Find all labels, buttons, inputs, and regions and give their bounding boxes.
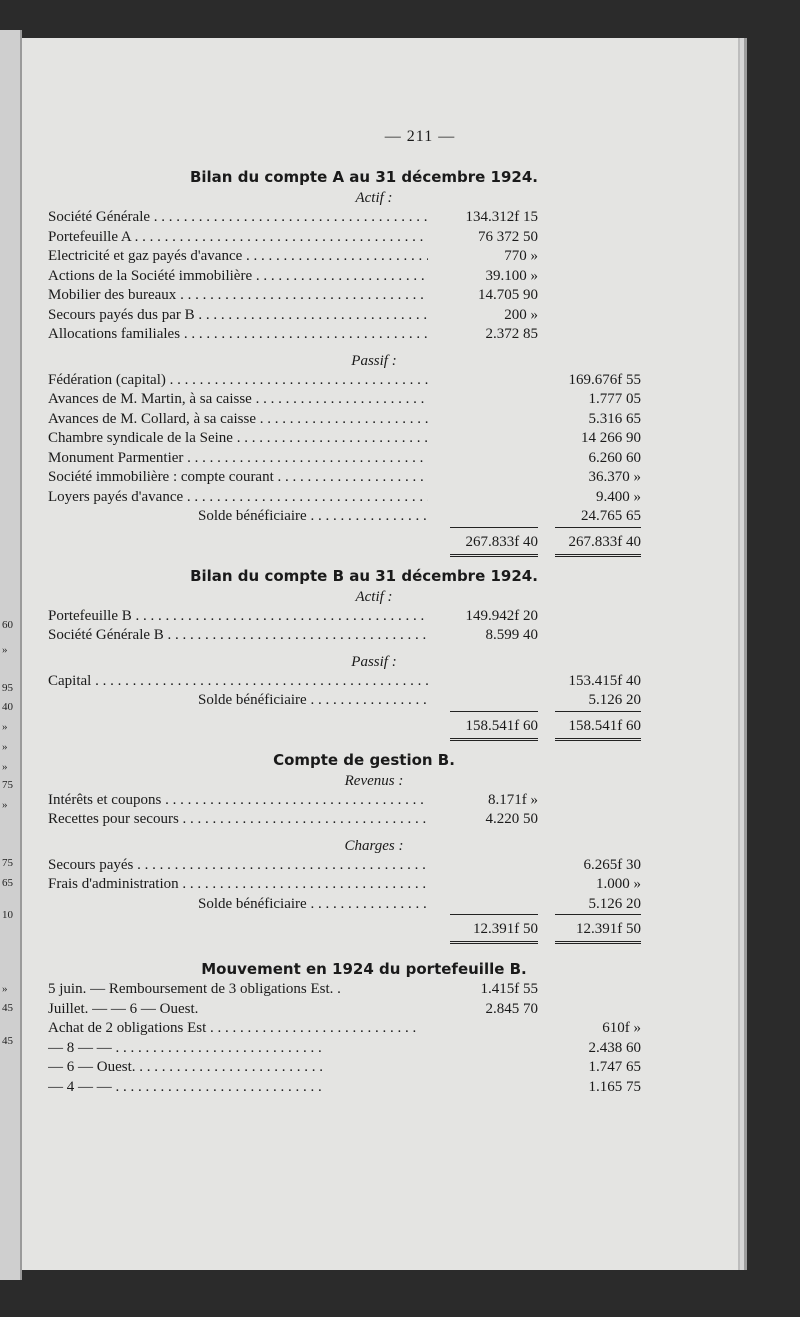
row-value-right: 1.777 05 xyxy=(588,391,641,407)
section-c-charges-list xyxy=(48,856,641,895)
row-value-right: 36.370 » xyxy=(588,469,641,485)
ledger-row xyxy=(48,1000,620,1020)
row-label: Avances de M. Collard, à sa caisse . . . xyxy=(48,410,428,430)
row-label: — 8 — — . . . . . . . . . . . . . . . . . . . . . . . . . . . . xyxy=(48,1039,322,1056)
row-value-left: 149.942f 20 xyxy=(465,607,538,624)
section-b-actif-label: Actif : xyxy=(355,588,393,605)
section-d-movement-list xyxy=(48,980,641,1097)
ledger-row xyxy=(48,672,641,692)
ledger-row xyxy=(48,228,620,248)
row-value-left: 8.599 40 xyxy=(485,627,538,643)
row-label: Achat de 2 obligations Est . . . . . . . . . . . . . . . . . . . . . . . . . . . . xyxy=(48,1020,417,1036)
row-label: Juillet. — — 6 — Ouest. xyxy=(48,1000,199,1017)
ledger-row xyxy=(48,410,641,430)
row-label: Loyers payés d'avance . . . xyxy=(48,488,428,508)
total-passif: 158.541f 60 xyxy=(555,711,641,741)
row-value: 24.765 65 xyxy=(581,508,641,524)
section-a-title: Bilan du compte A au 31 décembre 1924. xyxy=(189,168,539,186)
row-value-right: 169.676f 55 xyxy=(568,371,641,388)
ledger-row xyxy=(48,247,620,267)
ledger-row xyxy=(48,980,620,1000)
margin-number: » xyxy=(2,721,8,733)
section-c-revenus-label: Revenus : xyxy=(344,772,404,789)
margin-number: 75 xyxy=(2,857,13,869)
row-value-right: 6.265f 30 xyxy=(583,856,641,873)
section-a-actif-label: Actif : xyxy=(355,190,393,206)
margin-number: 75 xyxy=(2,779,13,791)
book-page xyxy=(22,38,738,1270)
ledger-row xyxy=(48,488,641,508)
ledger-row xyxy=(48,607,620,627)
row-label: Mobilier des bureaux . . . xyxy=(48,286,428,306)
section-b-passif-list xyxy=(48,672,641,692)
row-value-left: 8.171f » xyxy=(488,791,538,808)
row-value-right: 5.316 65 xyxy=(588,410,641,427)
ledger-row xyxy=(48,1019,641,1039)
row-label: Solde bénéficiaire . . . xyxy=(198,691,428,711)
section-d-title: Mouvement en 1924 du portefeuille B. xyxy=(201,960,527,978)
ledger-row xyxy=(48,371,641,391)
row-label: Recettes pour secours . . . xyxy=(48,810,428,830)
margin-number: 65 xyxy=(2,877,13,889)
section-b-solde-row xyxy=(48,691,641,711)
row-label: Fédération (capital) . . . xyxy=(48,371,428,391)
row-label: Société Générale . . . xyxy=(48,208,428,228)
margin-number: 45 xyxy=(2,1002,13,1014)
row-label: Frais d'administration . . . xyxy=(48,875,428,895)
row-label: Actions de la Société immobilière . . . xyxy=(48,267,428,287)
ledger-row xyxy=(48,856,641,876)
row-value-right: 153.415f 40 xyxy=(568,672,641,689)
margin-number: 10 xyxy=(2,909,13,921)
row-value-right: 2.438 60 xyxy=(588,1039,641,1056)
row-value: 5.126 20 xyxy=(588,692,641,708)
ledger-row xyxy=(48,429,641,449)
row-label: Chambre syndicale de la Seine . . . xyxy=(48,429,428,449)
row-value-left: 2.845 70 xyxy=(485,1000,538,1017)
margin-number: 40 xyxy=(2,701,13,713)
margin-number: » xyxy=(2,644,8,656)
row-label: Allocations familiales . . . xyxy=(48,325,428,345)
page-content xyxy=(48,116,641,1097)
margin-number: » xyxy=(2,761,8,773)
margin-number: » xyxy=(2,799,8,811)
row-label: Portefeuille A . . . xyxy=(48,228,428,248)
total-revenus: 12.391f 50 xyxy=(450,914,538,944)
ledger-row xyxy=(48,1039,641,1059)
ledger-row xyxy=(48,1078,641,1098)
row-value-left: 134.312f 15 xyxy=(465,209,538,225)
section-a-actif-list xyxy=(48,208,620,345)
section-c-solde-row xyxy=(48,895,641,915)
facing-page-margin-numbers xyxy=(0,0,18,1317)
section-a-passif-label: Passif : xyxy=(351,352,397,369)
ledger-row xyxy=(48,468,641,488)
section-c-revenus-list xyxy=(48,791,620,830)
row-value-right: 610f » xyxy=(602,1020,641,1036)
section-b-totals xyxy=(48,711,641,749)
ledger-row xyxy=(48,286,620,306)
row-value-left: 770 » xyxy=(504,248,538,264)
margin-number: 60 xyxy=(2,619,13,631)
row-value-right: 1.000 » xyxy=(596,876,641,892)
section-b-passif-label: Passif : xyxy=(351,653,397,670)
section-c-title: Compte de gestion B. xyxy=(273,750,455,769)
section-a-passif-list xyxy=(48,371,641,508)
margin-number: 45 xyxy=(2,1035,13,1047)
row-label: Solde bénéficiaire . . . xyxy=(198,895,428,915)
total-passif: 267.833f 40 xyxy=(555,527,641,557)
ledger-row xyxy=(48,626,620,646)
total-actif: 267.833f 40 xyxy=(450,527,538,557)
ledger-row xyxy=(48,1058,641,1078)
row-value-right: 1.747 65 xyxy=(588,1059,641,1075)
section-c-totals xyxy=(48,914,641,952)
total-charges: 12.391f 50 xyxy=(555,914,641,944)
ledger-row xyxy=(48,810,620,830)
row-label: Electricité et gaz payés d'avance . . . xyxy=(48,247,428,267)
row-value-left: 4.220 50 xyxy=(485,811,538,827)
row-value-left: 39.100 » xyxy=(485,267,538,284)
total-actif: 158.541f 60 xyxy=(450,711,538,741)
row-label: Société Générale B . . . xyxy=(48,626,428,646)
row-value-left: 1.415f 55 xyxy=(480,981,538,997)
section-c-charges-label: Charges : xyxy=(344,837,404,854)
ledger-row xyxy=(48,449,641,469)
row-value-left: 200 » xyxy=(504,306,538,323)
ledger-row xyxy=(48,267,620,287)
row-label: Avances de M. Martin, à sa caisse . . . xyxy=(48,390,428,410)
row-value-left: 2.372 85 xyxy=(485,326,538,342)
ledger-row xyxy=(48,390,641,410)
margin-number: » xyxy=(2,983,8,995)
section-b-title: Bilan du compte B au 31 décembre 1924. xyxy=(190,566,538,585)
page-number: — 211 — xyxy=(384,128,456,145)
margin-number: » xyxy=(2,741,8,753)
row-label: 5 juin. — Remboursement de 3 obligations Est. . xyxy=(48,981,341,997)
row-label: Portefeuille B . . . xyxy=(48,607,428,627)
row-value-right: 1.165 75 xyxy=(588,1078,641,1095)
ledger-row xyxy=(48,325,620,345)
row-label: — 6 — Ouest. . . . . . . . . . . . . . . . . . . . . . . . . . xyxy=(48,1059,323,1075)
ledger-row xyxy=(48,875,641,895)
row-label: Capital . . . xyxy=(48,672,428,692)
row-label: Intérêts et coupons . . . xyxy=(48,791,428,811)
section-a-solde-row xyxy=(48,507,641,527)
row-label: Monument Parmentier . . . xyxy=(48,449,428,469)
row-value-right: 14 266 90 xyxy=(581,430,641,446)
row-label: — 4 — — . . . . . . . . . . . . . . . . . . . . . . . . . . . . xyxy=(48,1078,322,1095)
ledger-row xyxy=(48,306,620,326)
row-value-right: 6.260 60 xyxy=(588,449,641,466)
row-label: Secours payés . . . xyxy=(48,856,428,876)
row-label: Solde bénéficiaire . . . xyxy=(198,507,428,527)
section-a-totals xyxy=(48,527,641,565)
ledger-row xyxy=(48,791,620,811)
row-value-right: 9.400 » xyxy=(596,488,641,505)
row-value-left: 76 372 50 xyxy=(478,228,538,245)
margin-number: 95 xyxy=(2,682,13,694)
section-b-actif-list xyxy=(48,607,620,646)
ledger-row xyxy=(48,208,620,228)
row-value-left: 14.705 90 xyxy=(478,287,538,303)
row-label: Secours payés dus par B . . . xyxy=(48,306,428,326)
row-label: Société immobilière : compte courant . . . xyxy=(48,468,428,488)
row-value: 5.126 20 xyxy=(588,895,641,912)
